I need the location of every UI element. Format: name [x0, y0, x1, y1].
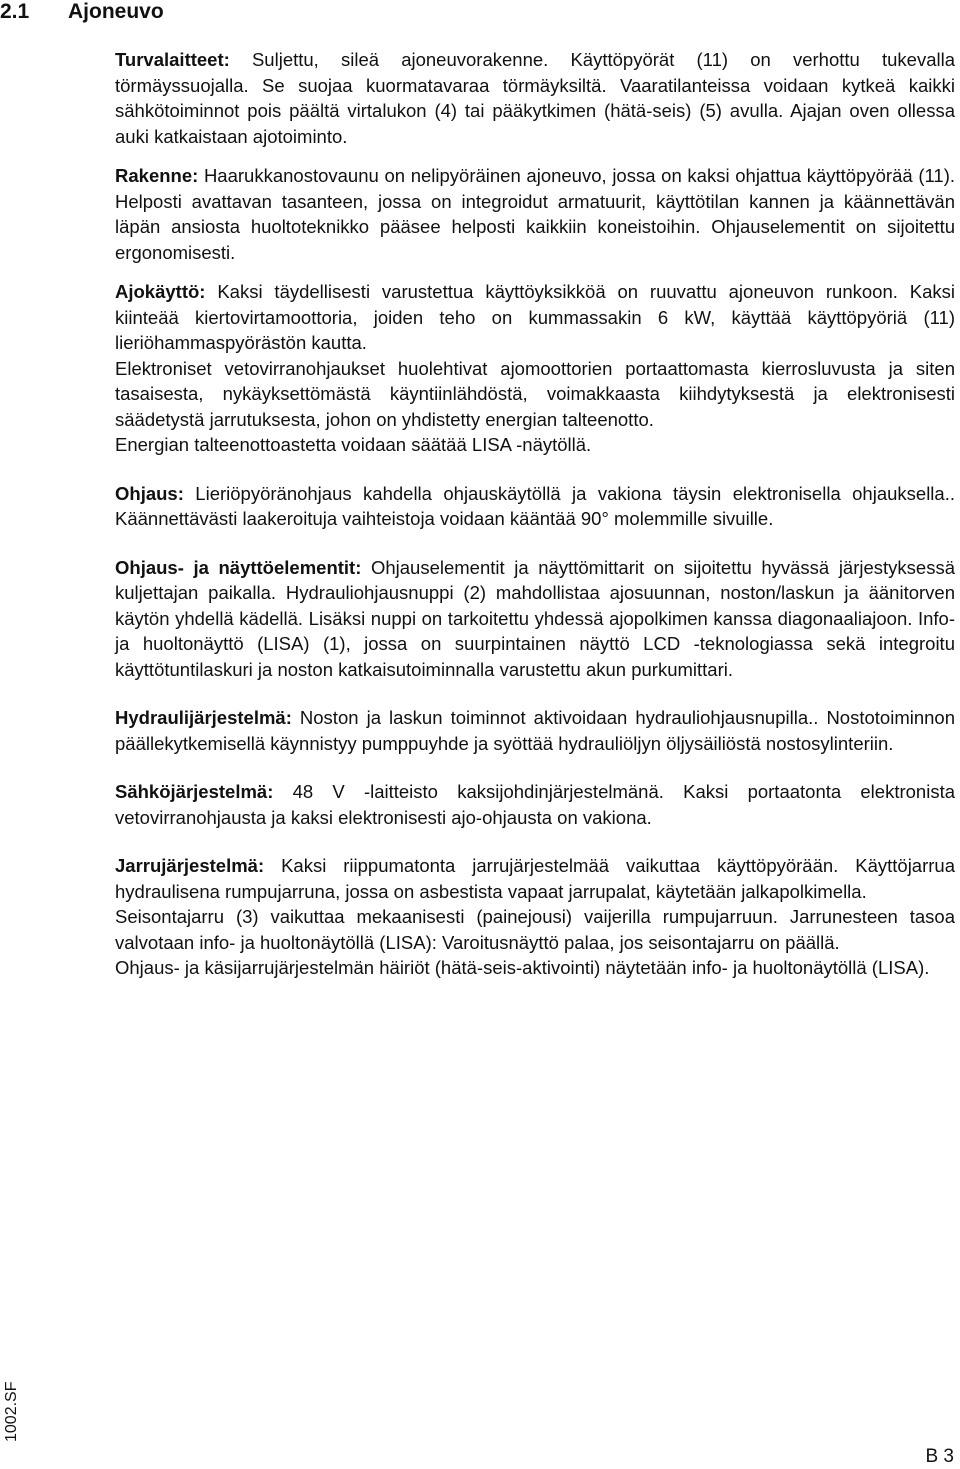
section-title: Ajoneuvo	[68, 0, 164, 23]
section-number: 2.1	[0, 0, 30, 23]
paragraph-ohjaus-naytto	[115, 555, 955, 683]
paragraph-energian-talteenotto	[115, 432, 955, 458]
paragraph-text: Lieriöpyöränohjaus kahdella ohjauskäytöllä ja vakiona täysin elektronisella ohjauksella.. Käännettävästi laakeroituja vaihteistoja voidaan kääntää 90° molemmille sivuille.	[115, 482, 955, 529]
paragraph-turvalaitteet	[115, 47, 955, 149]
paragraph-ajokaytto	[115, 279, 955, 356]
paragraph-text: Seisontajarru (3) vaikuttaa mekaanisesti (painejousi) vaijerilla rumpujarruun. Jarrunesteen tasoa valvotaan info- ja huoltonäytöllä (LISA): Varoitusnäyttö palaa, jos seisontajarru on päällä.	[115, 906, 955, 953]
paragraph-text: Ohjauselementit ja näyttömittarit on sijoitettu hyvässä järjestyksessä kuljettajan paikalla. Hydrauliohjausnuppi (2) mahdollistaa ajosuunnan, noston/laskun ja äänitorven käytön yhdellä kädellä. Lisäksi nuppi on tarkoitettu yhdessä ajopolkimen kanssa diagonaaliajoon. Info- ja huoltonäyttö (LISA) (1), jossa on suurpintainen näyttö LCD -teknologiassa sekä integroitu käyttötuntilaskuri ja noston katkaisutoiminnalla varustettu akun purkumittari.	[115, 556, 955, 680]
paragraph-term: Ohjaus- ja näyttöelementit:	[115, 556, 362, 578]
paragraph-text: Energian talteenottoastetta voidaan säätää LISA -näytöllä.	[115, 434, 592, 455]
paragraph-text: Suljettu, sileä ajoneuvorakenne. Käyttöpyörät (11) on verhottu tukevalla törmäyssuojalla. Se suojaa kuormatavaraa törmäyksiltä. Vaaratilanteissa voidaan kytkeä kaikki sähkötoiminnot pois päältä virtalukon (4) tai pääkytkimen (hätä-seis) (5) avulla. Ajajan oven ollessa auki katkaistaan ajotoiminto.	[115, 49, 955, 147]
paragraph-hydraulijarjestelma	[115, 705, 955, 756]
paragraph-text: Kaksi riippumatonta jarrujärjestelmää vaikuttaa käyttöpyörään. Käyttöjarrua hydraulisena rumpujarruna, jossa on asbestista vapaat jarrupalat, käytetään jalkapolkimella.	[115, 855, 955, 902]
paragraph-text: 48 V -laitteisto kaksijohdinjärjestelmänä. Kaksi portaatonta elektronista vetovirranohjausta ja kaksi elektronisesti ajo-ohjausta on vakiona.	[115, 781, 955, 828]
page-number: B 3	[925, 1446, 954, 1467]
paragraph-text: Elektroniset vetovirranohjaukset huolehtivat ajomoottorien portaattomasta kierrosluvusta ja siten tasaisesta, nykäyksettömästä käyntiinlähdöstä, voimakkaasta kiihdytyksestä ja elektronisesti säädetystä jarrutuksesta, johon on yhdistetty energian talteenotto.	[115, 357, 955, 430]
paragraph-vetovirranohjaukset	[115, 356, 955, 433]
paragraph-rakenne	[115, 163, 955, 265]
paragraph-ohjaus	[115, 481, 955, 532]
paragraph-term: Rakenne:	[115, 165, 199, 186]
paragraph-jarrujarjestelma	[115, 853, 955, 904]
section-heading	[0, 0, 164, 24]
paragraph-term: Sähköjärjestelmä:	[115, 781, 274, 802]
paragraph-text: Kaksi täydellisesti varustettua käyttöyksikköä on ruuvattu ajoneuvon runkoon. Kaksi kiinteää kiertovirtamoottoria, joiden teho on kummassakin 6 kW, käyttää käyttöpyöriä (11) lieriöhammaspyörästön kautta.	[115, 281, 955, 353]
document-code	[2, 1362, 22, 1442]
paragraph-seisontajarru	[115, 904, 955, 955]
paragraph-term: Jarrujärjestelmä:	[115, 855, 265, 876]
paragraph-text: Ohjaus- ja käsijarrujärjestelmän häiriöt (hätä-seis-aktivointi) näytetään info- ja huoltonäytöllä (LISA).	[115, 957, 930, 978]
paragraph-sahkojarjestelma	[115, 779, 955, 830]
document-body	[115, 47, 955, 981]
paragraph-hairiot	[115, 955, 955, 981]
paragraph-term: Turvalaitteet:	[115, 49, 230, 70]
paragraph-text: Haarukkanostovaunu on nelipyöräinen ajoneuvo, jossa on kaksi ohjattua käyttöpyörää (11). Helposti avattavan tasanteen, jossa on integroidut armatuurit, käyttötilan kannen ja käännettävän läpän ansiosta huoltoteknikko pääsee helposti kaikkiin koneistoihin. Ohjauselementit on sijoitettu ergonomisesti.	[115, 165, 955, 263]
document-code-text: 1002.SF	[3, 1381, 20, 1442]
paragraph-term: Ajokäyttö:	[115, 281, 206, 302]
paragraph-text: Noston ja laskun toiminnot aktivoidaan hydrauliohjausnupilla.. Nostotoiminnon päällekytkemisellä käynnistyy pumppuyhde ja syöttää hydrauliöljyn öljysäiliöstä nostosylinteriin.	[115, 707, 955, 754]
paragraph-term: Hydraulijärjestelmä:	[115, 707, 292, 728]
paragraph-term: Ohjaus:	[115, 482, 184, 504]
